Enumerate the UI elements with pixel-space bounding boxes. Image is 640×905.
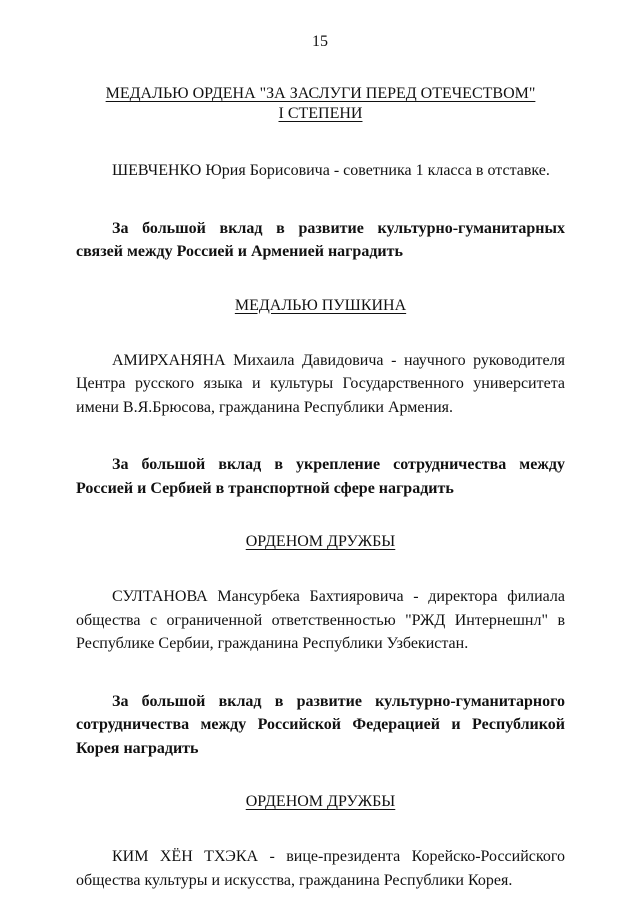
award-heading-line-1: МЕДАЛЬЮ ОРДЕНА "ЗА ЗАСЛУГИ ПЕРЕД ОТЕЧЕСТВОМ" (105, 85, 536, 102)
recipient-paragraph-kim: КИМ ХЁН ТХЭКА - вице-президента Корейско-Российского общества культуры и искусства, гражданина Республики Корея. (76, 848, 565, 889)
award-heading-pushkin-medal: МЕДАЛЬЮ ПУШКИНА (234, 296, 407, 314)
decree-content (76, 84, 565, 892)
award-reason-serbia: За большой вклад в укрепление сотрудничества между Россией и Сербией в транспортной сфере наградить (76, 456, 565, 497)
recipient-paragraph-shevchenko: ШЕВЧЕНКО Юрия Борисовича - советника 1 класса в отставке. (112, 162, 550, 179)
award-heading-medal-order-merit (76, 84, 565, 124)
award-heading-order-friendship-1: ОРДЕНОМ ДРУЖБЫ (245, 533, 396, 550)
award-heading-order-friendship-2: ОРДЕНОМ ДРУЖБЫ (245, 793, 396, 810)
award-heading-line-2: I СТЕПЕНИ (278, 105, 363, 122)
page-number: 15 (312, 33, 328, 50)
recipient-paragraph-amirkhanyan: АМИРХАНЯНА Михаила Давидовича - научного руководителя Центра русского языка и культуры Государственного университета имени В.Я.Брюсова, гражданина Республики Армения. (76, 351, 565, 416)
recipient-paragraph-sultanov: СУЛТАНОВА Мансурбека Бахтияровича - директора филиала общества с ограниченной ответственностью "РЖД Интернешнл" в Республике Сербии, гражданина Республики Узбекистан. (76, 588, 565, 652)
award-reason-korea: За большой вклад в развитие культурно-гуманитарного сотрудничества между Российской Федерацией и Республикой Корея наградить (76, 692, 565, 757)
award-reason-armenia: За большой вклад в развитие культурно-гуманитарных связей между Россией и Арменией наградить (76, 219, 565, 260)
